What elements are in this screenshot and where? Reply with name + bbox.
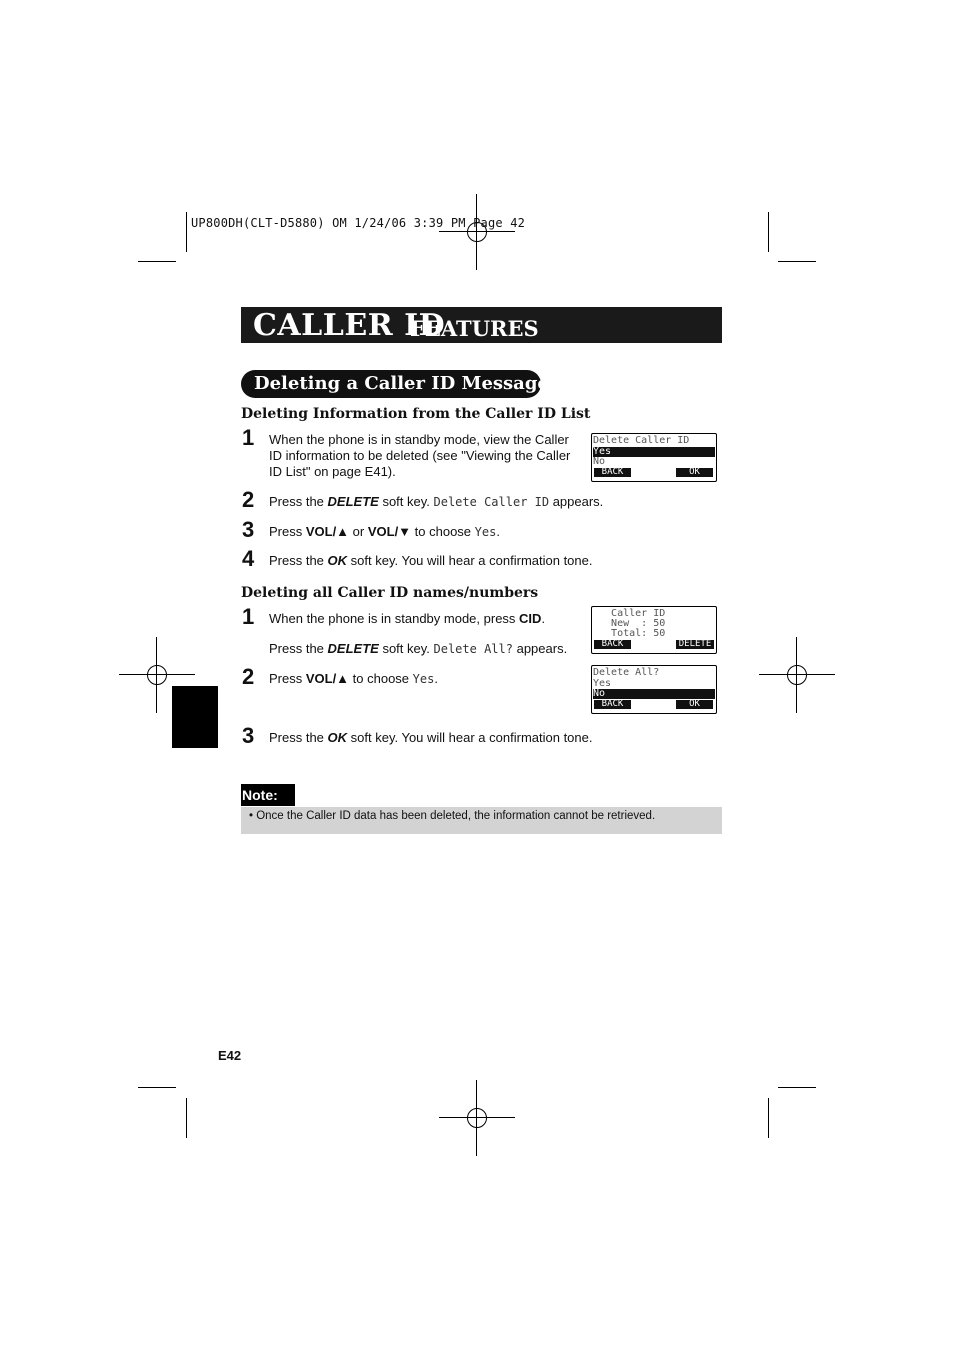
lcd-line: Caller ID — [593, 608, 666, 619]
softkey-name: OK — [327, 730, 348, 745]
key-name: VOL/▲ — [305, 524, 350, 539]
step-number: 3 — [242, 517, 255, 542]
step-text: When the phone is in standby mode, press CID. — [269, 611, 546, 626]
lcd-text: Yes — [412, 672, 435, 686]
crop-mark — [138, 1087, 176, 1088]
crop-mark — [768, 1098, 769, 1138]
lcd-softkey-right: OK — [676, 468, 713, 477]
lcd-screen-delete-all — [591, 665, 717, 714]
step-number: 1 — [242, 604, 255, 629]
lcd-line: Yes — [593, 678, 612, 689]
step-text: Press VOL/▲ to choose Yes. — [269, 671, 438, 686]
crop-mark — [768, 212, 769, 252]
lcd-softkey-left: BACK — [594, 700, 631, 709]
chapter-thumb-tab — [172, 686, 218, 748]
key-name: VOL/▼ — [367, 524, 412, 539]
lcd-line: Delete Caller ID — [593, 435, 690, 446]
step-text: Press the DELETE soft key. Delete Caller ID appears. — [269, 494, 604, 509]
key-name: CID — [519, 611, 542, 626]
lcd-softkey-left: BACK — [594, 468, 631, 477]
step-number: 2 — [242, 487, 255, 512]
softkey-name: DELETE — [327, 494, 379, 509]
page-number: E42 — [218, 1048, 242, 1063]
crop-mark — [778, 261, 816, 262]
crop-mark — [778, 1087, 816, 1088]
softkey-name: OK — [327, 553, 348, 568]
lcd-softkey-right: OK — [676, 700, 713, 709]
crop-mark — [138, 261, 176, 262]
registration-mark-right — [759, 637, 835, 713]
step-text: Press the OK soft key. You will hear a confirmation tone. — [269, 730, 593, 745]
note-box — [241, 807, 722, 834]
lcd-line: Delete All? — [593, 667, 660, 678]
chapter-title-bar — [241, 307, 722, 343]
lcd-screen-delete-caller-id — [591, 433, 717, 482]
crop-mark — [186, 212, 187, 252]
note-text: • Once the Caller ID data has been deleted, the information cannot be retrieved. — [249, 810, 656, 822]
lcd-text: Delete Caller ID — [433, 495, 550, 509]
step-number: 1 — [242, 425, 255, 450]
print-slug: UP800DH(CLT-D5880) OM 1/24/06 3:39 PM Page 42 — [191, 216, 526, 230]
step-text: Press the DELETE soft key. Delete All? appears. — [269, 641, 568, 656]
lcd-text: Delete All? — [433, 642, 513, 656]
softkey-name: DELETE — [327, 641, 379, 656]
registration-mark-top — [439, 194, 515, 270]
step-text: When the phone is in standby mode, view the Caller ID information to be deleted (see "Viewing the Caller ID List" on page E41). — [269, 432, 571, 479]
step-number: 4 — [242, 546, 255, 571]
chapter-subtitle: FEATURES — [410, 316, 539, 341]
lcd-text: Yes — [474, 525, 497, 539]
step-number: 2 — [242, 664, 255, 689]
part1-heading: Deleting Information from the Caller ID List — [241, 406, 591, 422]
lcd-line-selected: Yes — [593, 447, 715, 457]
section-title-text: Deleting a Caller ID Message — [254, 373, 549, 394]
lcd-softkey-left: BACK — [594, 640, 631, 649]
lcd-line: No — [593, 456, 606, 467]
note-label: Note: — [241, 784, 295, 806]
lcd-line-selected: No — [593, 689, 715, 699]
step-text: Press the OK soft key. You will hear a confirmation tone. — [269, 553, 593, 568]
step-text: Press VOL/▲ or VOL/▼ to choose Yes. — [269, 524, 500, 539]
section-title — [241, 370, 549, 398]
lcd-line: Total: 50 — [593, 628, 666, 639]
step-number: 3 — [242, 723, 255, 748]
lcd-line: New : 50 — [593, 618, 666, 629]
registration-mark-bottom — [439, 1080, 515, 1156]
lcd-softkey-right: DELETE — [676, 640, 714, 649]
chapter-title: CALLER ID — [253, 308, 446, 343]
lcd-screen-caller-id-summary — [591, 606, 717, 654]
key-name: VOL/▲ — [305, 671, 350, 686]
crop-mark — [186, 1098, 187, 1138]
part2-heading: Deleting all Caller ID names/numbers — [241, 585, 539, 601]
